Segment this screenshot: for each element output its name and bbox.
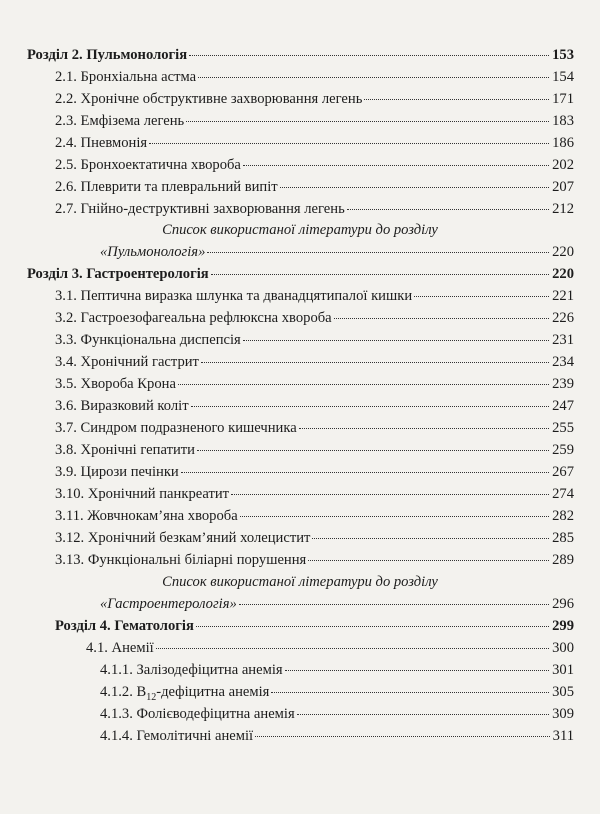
toc-entry-literature-3[interactable] [100,596,574,613]
toc-leader-dots [271,692,549,693]
toc-entry-page: 296 [552,596,574,612]
toc-entry-label: «Гастроентерологія» [100,596,237,612]
toc-entry-label: 4.1. Анемії [86,640,154,656]
toc-entry-label: 4.1.2. $В_{12}$-дефіцитна анемія [100,684,270,703]
toc-leader-dots [156,648,549,649]
toc-entry-page: 255 [552,420,574,436]
toc-entry-label: 4.1.1. Залізодефіцитна анемія [100,662,283,678]
toc-leader-dots [149,143,549,144]
toc-entry-label: 4.1.3. Фолієводефіцитна анемія [100,706,295,722]
toc-leader-dots [181,472,549,473]
toc-entry-label: 2.4. Пневмонія [55,135,148,151]
toc-leader-dots [243,165,549,166]
toc-entry-label: 3.2. Гастроезофагеальна рефлюксна хвороба [55,310,332,326]
toc-entry-section-4[interactable] [55,618,574,635]
toc-entry-page: 202 [552,157,574,173]
toc-entry-3-9[interactable] [55,464,574,481]
toc-leader-dots [285,670,550,671]
toc-entry-page: 221 [552,288,574,304]
toc-leader-dots [231,494,549,495]
toc-entry-label: 2.3. Емфізема легень [55,113,185,129]
toc-entry-3-10[interactable] [55,486,574,503]
toc-entry-label: 2.5. Бронхоектатична хвороба [55,157,241,173]
toc-leader-dots [297,714,549,715]
toc-entry-page: 259 [552,442,574,458]
toc-entry-label: 3.7. Синдром подразненого кишечника [55,420,297,436]
toc-entry-3-8[interactable] [55,442,574,459]
toc-entry-2-6[interactable] [55,179,574,196]
toc-entry-3-12[interactable] [55,530,574,547]
toc-entry-label: 4.1.4. Гемолітичні анемії [100,728,254,744]
toc-entry-label: «Пульмонологія» [100,244,206,260]
toc-entry-page: 274 [552,486,574,502]
toc-leader-dots [414,296,549,297]
toc-entry-section-3[interactable] [27,266,574,283]
toc-entry-4-1-2[interactable] [100,684,574,701]
toc-entry-section-2[interactable] [27,47,574,64]
toc-entry-page: 212 [552,201,574,217]
toc-entry-page: 247 [552,398,574,414]
toc-entry-3-6[interactable] [55,398,574,415]
toc-leader-dots [240,516,549,517]
toc-entry-page: 305 [552,684,574,700]
toc-leader-dots [198,77,549,78]
toc-entry-4-1-4[interactable] [100,728,574,745]
toc-leader-dots [299,428,549,429]
toc-entry-page: 220 [552,266,574,282]
toc-leader-dots [364,99,549,100]
toc-entry-label: 3.4. Хронічний гастрит [55,354,199,370]
toc-entry-3-2[interactable] [55,310,574,327]
toc-literature-heading: Список використаної літератури до розділу [162,222,438,238]
toc-entry-page: 299 [552,618,574,634]
toc-entry-label: 3.11. Жовчнокам’яна хвороба [55,508,238,524]
toc-entry-label: 3.9. Цирози печінки [55,464,179,480]
toc-entry-label: 3.5. Хвороба Крона [55,376,176,392]
toc-entry-3-11[interactable] [55,508,574,525]
toc-leader-dots [334,318,549,319]
toc-entry-label: 3.3. Функціональна диспепсія [55,332,241,348]
toc-entry-label: 2.2. Хронічне обструктивне захворювання легень [55,91,363,107]
toc-entry-page: 239 [552,376,574,392]
toc-entry-4-1-3[interactable] [100,706,574,723]
toc-entry-page: 153 [552,47,574,63]
toc-entry-label: 2.7. Гнійно-деструктивні захворювання легень [55,201,345,217]
toc-entry-2-4[interactable] [55,135,574,152]
toc-entry-page: 220 [552,244,574,260]
toc-entry-page: 231 [552,332,574,348]
toc-leader-dots [280,187,549,188]
toc-leader-dots [239,604,549,605]
toc-entry-label: 3.1. Пептична виразка шлунка та дванадцятипалої кишки [55,288,413,304]
toc-entry-3-1[interactable] [55,288,574,305]
toc-entry-page: 154 [552,69,574,85]
toc-entry-page: 171 [552,91,574,107]
toc-leader-dots [308,560,549,561]
toc-entry-label: 3.10. Хронічний панкреатит [55,486,230,502]
toc-entry-page: 311 [552,728,574,744]
toc-entry-2-7[interactable] [55,201,574,218]
toc-entry-2-1[interactable] [55,69,574,86]
toc-entry-4-1-1[interactable] [100,662,574,679]
toc-leader-dots [255,736,550,737]
toc-entry-label: 2.1. Бронхіальна астма [55,69,197,85]
toc-entry-label: 3.8. Хронічні гепатити [55,442,195,458]
toc-entry-literature-2[interactable] [100,244,574,261]
toc-entry-label: 3.12. Хронічний безкам’яний холецистит [55,530,311,546]
toc-leader-dots [201,362,549,363]
toc-entry-page: 282 [552,508,574,524]
toc-leader-dots [189,55,549,56]
toc-entry-label: Розділ 3. Гастроентерологія [27,266,209,282]
toc-entry-page: 186 [552,135,574,151]
toc-leader-dots [186,121,549,122]
toc-entry-label: Розділ 4. Гематологія [55,618,194,634]
toc-entry-page: 301 [552,662,574,678]
toc-entry-label: 2.6. Плеврити та плевральний випіт [55,179,278,195]
toc-leader-dots [196,626,549,627]
toc-entry-label: Розділ 2. Пульмонологія [27,47,188,63]
toc-entry-3-13[interactable] [55,552,574,569]
toc-entry-label: 3.6. Виразковий коліт [55,398,189,414]
toc-entry-page: 226 [552,310,574,326]
toc-entry-3-3[interactable] [55,332,574,349]
toc-entry-page: 309 [552,706,574,722]
toc-entry-3-7[interactable] [55,420,574,437]
toc-entry-page: 183 [552,113,574,129]
toc-leader-dots [347,209,549,210]
toc-entry-page: 267 [552,464,574,480]
toc-literature-heading: Список використаної літератури до розділу [162,574,438,590]
toc-entry-page: 285 [552,530,574,546]
toc-leader-dots [178,384,549,385]
toc-leader-dots [243,340,549,341]
toc-leader-dots [211,274,549,275]
toc-entry-3-4[interactable] [55,354,574,371]
toc-entry-3-5[interactable] [55,376,574,393]
toc-entry-2-5[interactable] [55,157,574,174]
toc-entry-2-3[interactable] [55,113,574,130]
toc-leader-dots [207,252,549,253]
toc-entry-page: 300 [552,640,574,656]
toc-entry-page: 289 [552,552,574,568]
toc-leader-dots [197,450,549,451]
toc-leader-dots [312,538,549,539]
toc-leader-dots [191,406,550,407]
toc-entry-label: 3.13. Функціональні біліарні порушення [55,552,307,568]
toc-entry-page: 234 [552,354,574,370]
toc-entry-page: 207 [552,179,574,195]
toc-entry-2-2[interactable] [55,91,574,108]
toc-entry-4-1[interactable] [86,640,574,657]
